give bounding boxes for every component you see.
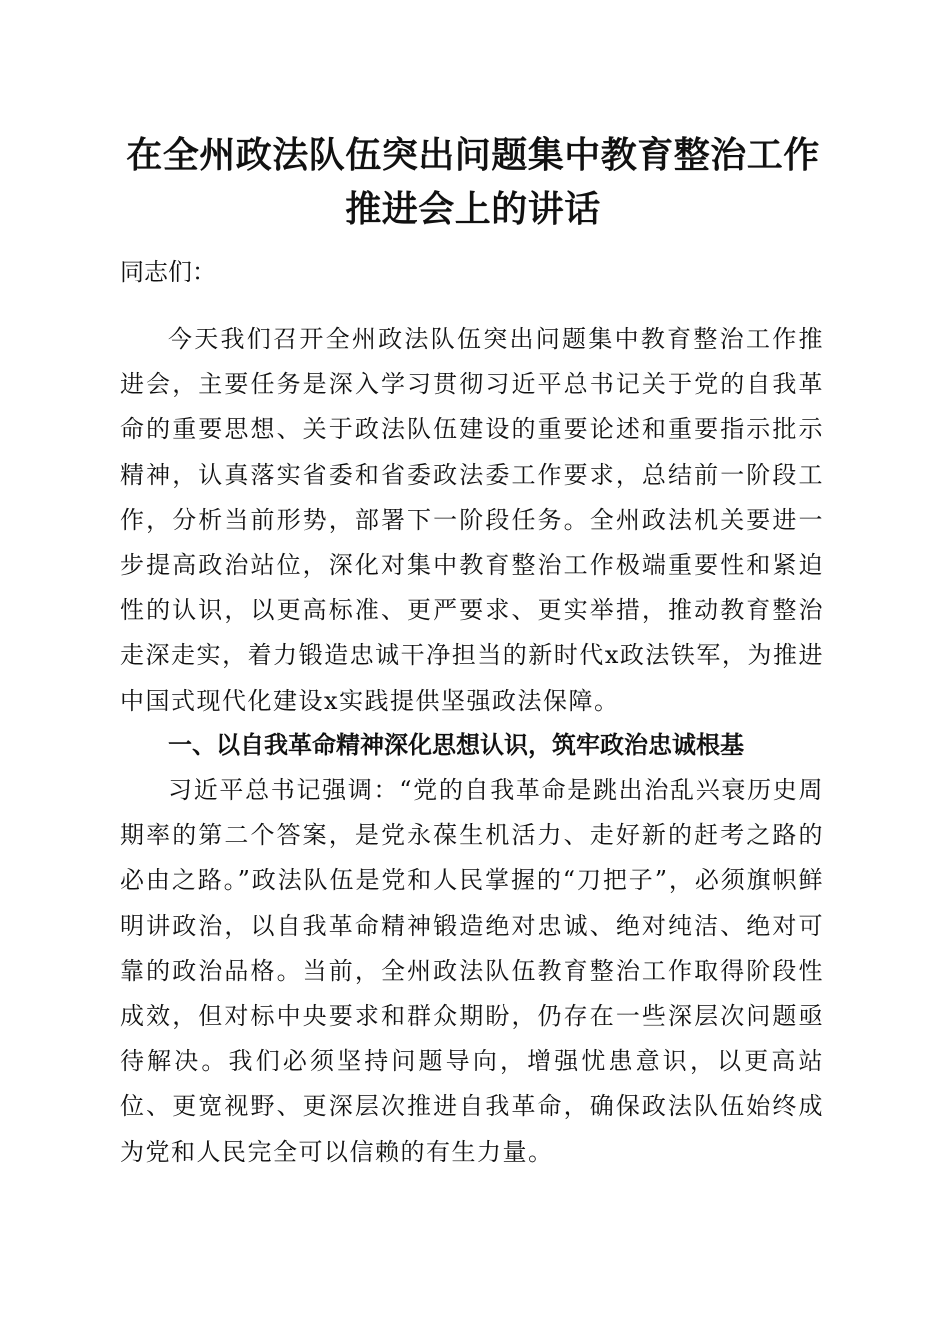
paragraph-opening: 今天我们召开全州政法队伍突出问题集中教育整治工作推进会，主要任务是深入学习贯彻习近平总书记关于党的自我革命的重要思想、关于政法队伍建设的重要论述和重要指示批示精神，认真落实省委和省委政法委工作要求，总结前一阶段工作，分析当前形势，部署下一阶段任务。全州政法机关要进一步提高政治站位，深化对集中教育整治工作极端重要性和紧迫性的认识，以更高标准、更严要求、更实举措，推动教育整治走深走实，着力锻造忠诚干净担当的新时代x政法铁军，为推进中国式现代化建设x实践提供坚强政法保障。 (120, 325, 824, 715)
salutation: 同志们： (120, 258, 216, 286)
document-title: 在全州政法队伍突出问题集中教育整治工作推进会上的讲话 (126, 134, 820, 230)
section-heading-1: 一、以自我革命精神深化思想认识，筑牢政治忠诚根基 (168, 731, 744, 759)
paragraph-section-1: 习近平总书记强调：“党的自我革命是跳出治乱兴衰历史周期率的第二个答案，是党永葆生机活力、走好新的赶考之路的必由之路。”政法队伍是党和人民掌握的“刀把子”，必须旗帜鲜明讲政治，以自我革命精神锻造绝对忠诚、绝对纯洁、绝对可靠的政治品格。当前，全州政法队伍教育整治工作取得阶段性成效，但对标中央要求和群众期盼，仍存在一些深层次问题亟待解决。我们必须坚持问题导向，增强忧患意识，以更高站位、更宽视野、更深层次推进自我革命，确保政法队伍始终成为党和人民完全可以信赖的有生力量。 (120, 776, 824, 1166)
